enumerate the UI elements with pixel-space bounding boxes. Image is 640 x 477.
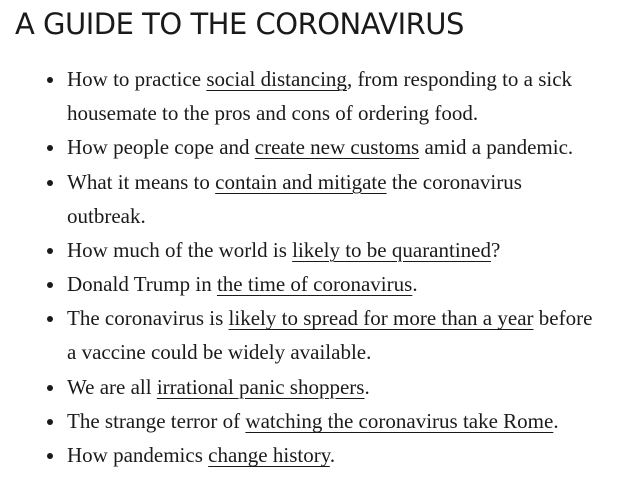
- link-contain-and-mitigate[interactable]: contain and mitigate: [215, 169, 387, 194]
- bullet-icon: [47, 385, 53, 391]
- item-text: How to practice: [67, 67, 207, 91]
- item-text: the coronavirus: [386, 169, 522, 194]
- item-text: ?: [491, 237, 501, 262]
- item-text: How pandemics: [67, 443, 209, 468]
- bullet-icon: [47, 180, 53, 186]
- item-text: How people cope and: [67, 135, 255, 160]
- item-text: The strange terror of: [67, 409, 246, 434]
- bullet-icon: [47, 248, 53, 254]
- list-item-contain-and-mitigate: [0, 165, 640, 233]
- page-title: A GUIDE TO THE CORONAVIRUS: [15, 7, 464, 41]
- item-text: .: [412, 272, 418, 297]
- link-social-distancing[interactable]: social distancing: [206, 67, 347, 91]
- bullet-icon: [47, 453, 53, 459]
- link-watching-coronavirus-take-rome[interactable]: watching the coronavirus take Rome: [245, 409, 554, 434]
- link-change-history[interactable]: change history: [208, 443, 330, 468]
- list-item-create-new-customs: [0, 130, 640, 164]
- item-text: How much of the world is: [67, 237, 293, 262]
- list-item-coronavirus-take-rome: [0, 404, 640, 438]
- item-text-continued: housemate to the pros and cons of ordering food.: [67, 101, 479, 125]
- item-text: The coronavirus is: [67, 306, 229, 331]
- item-text: .: [364, 374, 370, 399]
- link-likely-to-spread[interactable]: likely to spread for more than a year: [228, 306, 534, 331]
- bullet-icon: [47, 77, 53, 83]
- link-create-new-customs[interactable]: create new customs: [254, 135, 420, 160]
- item-text: We are all: [67, 374, 157, 399]
- item-text: before: [533, 306, 593, 331]
- link-irrational-panic-shoppers[interactable]: irrational panic shoppers: [156, 374, 365, 399]
- list-item-spread-more-than-a-year: [0, 301, 640, 369]
- item-text: .: [329, 443, 336, 468]
- item-text: Donald Trump in: [67, 272, 217, 297]
- guide-list: [0, 62, 640, 473]
- item-text-continued: a vaccine could be widely available.: [67, 340, 372, 365]
- item-text: amid a pandemic.: [419, 135, 574, 160]
- link-likely-to-be-quarantined[interactable]: likely to be quarantined: [292, 237, 491, 262]
- list-item-panic-shoppers: [0, 370, 640, 404]
- list-item-likely-quarantined: [0, 233, 640, 267]
- item-text: , from responding to a sick: [346, 67, 573, 91]
- bullet-icon: [47, 316, 53, 322]
- bullet-icon: [47, 145, 53, 151]
- list-item-change-history: [0, 438, 640, 472]
- item-text-continued: outbreak.: [67, 203, 146, 228]
- item-text: .: [553, 409, 559, 434]
- list-item-social-distancing: [0, 62, 640, 130]
- item-text: What it means to: [67, 169, 216, 194]
- bullet-icon: [47, 282, 53, 288]
- list-item-time-of-coronavirus: [0, 267, 640, 301]
- link-time-of-coronavirus[interactable]: the time of coronavirus: [216, 272, 413, 297]
- bullet-icon: [47, 419, 53, 425]
